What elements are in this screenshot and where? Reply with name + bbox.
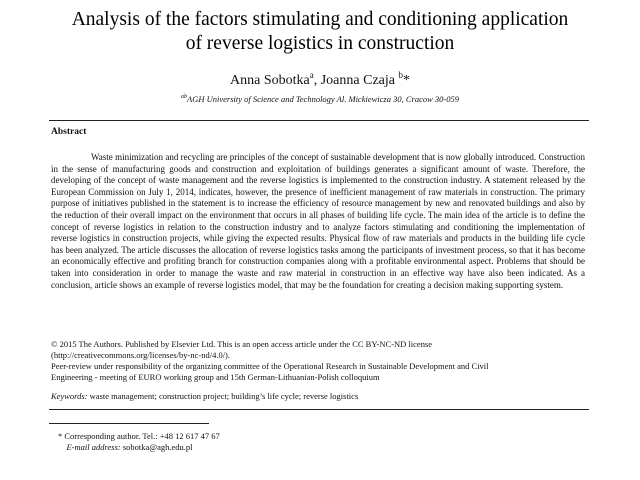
- license-block: [51, 339, 591, 383]
- author-1: Anna Sobotka: [230, 73, 310, 88]
- author-2: Joanna Czaja: [320, 73, 395, 88]
- email-line: [58, 442, 220, 453]
- affiliation-mark: ab: [181, 94, 188, 100]
- title-line-2: of reverse logistics in construction: [185, 33, 455, 54]
- keywords-label: Keywords:: [51, 391, 88, 401]
- license-line-1: © 2015 The Authors. Published by Elsevier Ltd. This is an open access article under the CC BY-NC-ND license: [51, 339, 433, 349]
- author-2-affil-mark: b: [398, 70, 403, 80]
- author-1-affil-mark: a: [309, 70, 314, 80]
- license-line-3: Peer-review under responsibility of the organizing committee of the Operational Research in Sustainable Development and Civil: [51, 361, 489, 371]
- email-label: E-mail address:: [66, 442, 121, 452]
- corresponding-mark: *: [402, 73, 410, 88]
- abstract-heading: Abstract: [51, 127, 87, 137]
- bottom-divider: [49, 409, 589, 410]
- license-link[interactable]: (http://creativecommons.org/licenses/by-nc-nd/4.0/).: [51, 350, 231, 360]
- email-address[interactable]: sobotka@agh.edu.pl: [120, 442, 193, 452]
- affiliation: [20, 92, 620, 105]
- license-line-4: Engineering - meeting of EURO working group and 15th German-Lithuanian-Polish colloquium: [51, 372, 380, 382]
- author-list: [20, 66, 620, 90]
- affiliation-text: AGH University of Science and Technology Al. Mickiewicza 30, Cracow 30-059: [187, 94, 459, 104]
- footnote-divider: [49, 423, 209, 424]
- abstract-body: Waste minimization and recycling are principles of the concept of sustainable development that is now globally introduced. Construction in the sense of manufacturing goods and construction and exploitation of buildings generates a significant amount of waste. Therefore, the developing of the concept of waste management and the reverse logistics is implemented to the construction industry. A statement released by the European Commission on July 1, 2014, indicates, however, the presence of inefficient management of raw materials in construction. The primary purpose of initiatives published in the statement is to increase the efficiency of resource management by new and renovated buildings and also by the reduction of their overall impact on the environment that occurs in all phases of building life cycle. The main idea of the article is to define the concept of reverse logistics in relation to the construction industry and to analyze factors stimulating and conditioning the implementation of reverse logistics in construction projects, while giving the expected results. Physical flow of raw materials and products in the building life cycle has been analyzed. The article discusses the allocation of reverse logistics tasks among the participants of investment process, so that it has become an economically effective and profiting branch for construction companies along with a profitable environmental aspect. Problems that should be taken into consideration in order to manage the waste and raw material in construction in an effective way have also been indicated. As a conclusion, article shows an example of reverse logistics model, that may be the foundation for creating a decision making supporting system.: [51, 152, 585, 290]
- title-line-1: Analysis of the factors stimulating and conditioning application: [71, 9, 569, 30]
- top-divider: [49, 120, 589, 121]
- author-separator: ,: [313, 73, 321, 88]
- corresponding-author: * Corresponding author. Tel.: +48 12 617 47 67: [58, 431, 220, 441]
- keywords-text: waste management; construction project; building’s life cycle; reverse logistics: [87, 391, 359, 401]
- paper-title: [20, 8, 620, 56]
- keywords: [51, 391, 591, 402]
- footnote: [58, 431, 220, 453]
